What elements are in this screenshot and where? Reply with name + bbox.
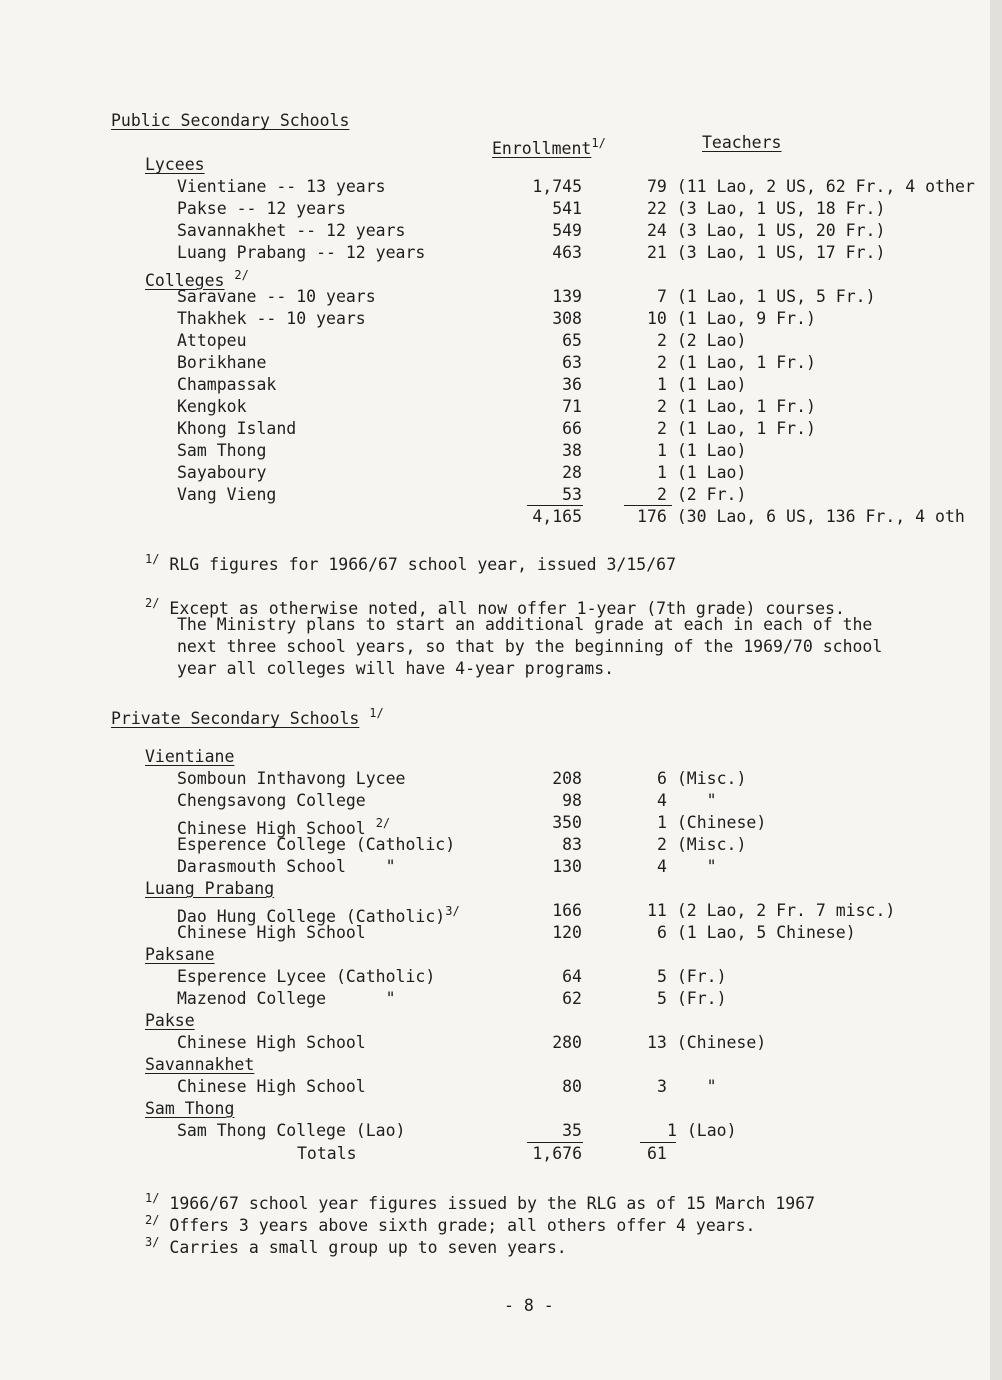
table-row-name: Chinese High School	[177, 1077, 366, 1096]
table-row-enrollment: 139	[552, 287, 582, 306]
table-row-teachers: 5 (Fr.)	[657, 967, 727, 986]
footnote-2: $^{2/}$ Except as otherwise noted, all now offer 1-year (7th grade) courses.	[145, 596, 845, 618]
table-row-name: Dao Hung College (Catholic)$^{3/}$	[177, 904, 460, 926]
table-row-teachers: 11 (2 Lao, 2 Fr. 7 misc.)	[647, 901, 896, 920]
table-row-teachers: 3 "	[657, 1077, 717, 1096]
table-row-teachers: 22 (3 Lao, 1 US, 18 Fr.)	[647, 199, 886, 218]
table-row-teachers: 1 (1 Lao)	[657, 375, 747, 394]
enrollment-column-header: Enrollment$^{1/}$	[492, 136, 606, 158]
table-row-teachers: 2 (1 Lao, 1 Fr.)	[657, 419, 816, 438]
table-row-teachers: 10 (1 Lao, 9 Fr.)	[647, 309, 816, 328]
footnote-3: $^{3/}$ Carries a small group up to seven years.	[145, 1235, 567, 1257]
table-row-name: Borikhane	[177, 353, 267, 372]
table-row-name: Darasmouth School "	[177, 857, 396, 876]
table-row-teachers: 13 (Chinese)	[647, 1033, 767, 1052]
table-row-enrollment: 65	[562, 331, 582, 350]
table-row-enrollment: 35	[562, 1121, 582, 1140]
table-row-name: Pakse -- 12 years	[177, 199, 346, 218]
table-row-name: Luang Prabang -- 12 years	[177, 243, 426, 262]
public-total-teachers: 176 (30 Lao, 6 US, 136 Fr., 4 oth	[637, 507, 965, 526]
table-row-enrollment: 71	[562, 397, 582, 416]
colleges-group-label: Colleges $^{2/}$	[145, 268, 249, 290]
table-row-teachers: 7 (1 Lao, 1 US, 5 Fr.)	[657, 287, 876, 306]
teachers-column-header: Teachers	[702, 133, 782, 152]
table-row-name: Esperence College (Catholic)	[177, 835, 456, 854]
table-row-name: Saravane -- 10 years	[177, 287, 376, 306]
table-row-name: Champassak	[177, 375, 277, 394]
table-row-teachers: 24 (3 Lao, 1 US, 20 Fr.)	[647, 221, 886, 240]
table-row-enrollment: 208	[552, 769, 582, 788]
private-schools-heading: Private Secondary Schools $^{1/}$	[111, 706, 384, 728]
private-total-teachers: 61	[647, 1144, 667, 1163]
table-row-enrollment: 166	[552, 901, 582, 920]
table-row-name: Chinese High School $^{2/}$	[177, 816, 391, 838]
location-label: Luang Prabang	[145, 879, 275, 898]
table-row-teachers: 2 (2 Fr.)	[657, 485, 747, 504]
table-row-name: Vang Vieng	[177, 485, 277, 504]
footnote-1: $^{1/}$ RLG figures for 1966/67 school year, issued 3/15/67	[145, 552, 677, 574]
table-row-teachers: 2 (1 Lao, 1 Fr.)	[657, 397, 816, 416]
table-row-teachers: 6 (Misc.)	[657, 769, 747, 788]
table-row-enrollment: 80	[562, 1077, 582, 1096]
table-row-teachers: 2 (Misc.)	[657, 835, 747, 854]
table-row-name: Kengkok	[177, 397, 247, 416]
lycees-group-label: Lycees	[145, 155, 205, 174]
table-row-teachers: 79 (11 Lao, 2 US, 62 Fr., 4 other	[647, 177, 975, 196]
table-row-name: Somboun Inthavong Lycee	[177, 769, 406, 788]
footnote-2-line: year all colleges will have 4-year programs.	[177, 659, 615, 678]
table-row-name: Chinese High School	[177, 1033, 366, 1052]
table-row-enrollment: 120	[552, 923, 582, 942]
table-row-enrollment: 64	[562, 967, 582, 986]
table-row-teachers: 4 "	[657, 857, 717, 876]
totals-label: Totals	[297, 1144, 357, 1163]
table-row-enrollment: 130	[552, 857, 582, 876]
location-label: Savannakhet	[145, 1055, 255, 1074]
table-row-teachers: 4 "	[657, 791, 717, 810]
table-row-teachers: 6 (1 Lao, 5 Chinese)	[657, 923, 856, 942]
table-row-enrollment: 36	[562, 375, 582, 394]
page-number: - 8 -	[504, 1296, 554, 1315]
table-row-teachers: 5 (Fr.)	[657, 989, 727, 1008]
table-row-name: Mazenod College "	[177, 989, 396, 1008]
table-row-enrollment: 98	[562, 791, 582, 810]
table-row-teachers: 21 (3 Lao, 1 US, 17 Fr.)	[647, 243, 886, 262]
location-label: Vientiane	[145, 747, 235, 766]
table-row-enrollment: 1,745	[532, 177, 582, 196]
table-row-teachers: 2 (1 Lao, 1 Fr.)	[657, 353, 816, 372]
table-row-enrollment: 541	[552, 199, 582, 218]
table-row-teachers: 1 (1 Lao)	[657, 441, 747, 460]
table-row-name: Sam Thong	[177, 441, 267, 460]
table-row-teachers: 1 (Chinese)	[657, 813, 767, 832]
table-row-name: Chengsavong College	[177, 791, 366, 810]
table-row-name: Chinese High School	[177, 923, 366, 942]
table-row-name: Esperence Lycee (Catholic)	[177, 967, 436, 986]
table-row-teachers: 1 (1 Lao)	[657, 463, 747, 482]
table-row-enrollment: 28	[562, 463, 582, 482]
location-label: Sam Thong	[145, 1099, 235, 1118]
location-label: Paksane	[145, 945, 215, 964]
private-total-enrollment: 1,676	[532, 1144, 582, 1163]
table-row-name: Savannakhet -- 12 years	[177, 221, 406, 240]
table-row-enrollment: 549	[552, 221, 582, 240]
table-row-enrollment: 463	[552, 243, 582, 262]
table-row-enrollment: 308	[552, 309, 582, 328]
table-row-enrollment: 38	[562, 441, 582, 460]
table-row-teachers: 1 (Lao)	[667, 1121, 737, 1140]
footnote-2-line: next three school years, so that by the beginning of the 1969/70 school	[177, 637, 883, 656]
table-row-name: Attopeu	[177, 331, 247, 350]
table-row-name: Sam Thong College (Lao)	[177, 1121, 406, 1140]
public-total-enrollment: 4,165	[532, 507, 582, 526]
table-row-enrollment: 350	[552, 813, 582, 832]
table-row-name: Sayaboury	[177, 463, 267, 482]
footnote-2-line: The Ministry plans to start an additional grade at each in each of the	[177, 615, 873, 634]
table-row-name: Thakhek -- 10 years	[177, 309, 366, 328]
footnote-2: $^{2/}$ Offers 3 years above sixth grade; all others offer 4 years.	[145, 1213, 756, 1235]
table-row-enrollment: 62	[562, 989, 582, 1008]
table-row-teachers: 2 (2 Lao)	[657, 331, 747, 350]
public-schools-heading: Public Secondary Schools	[111, 111, 350, 130]
table-row-enrollment: 63	[562, 353, 582, 372]
table-row-name: Vientiane -- 13 years	[177, 177, 386, 196]
table-row-enrollment: 66	[562, 419, 582, 438]
footnote-1: $^{1/}$ 1966/67 school year figures issued by the RLG as of 15 March 1967	[145, 1191, 816, 1213]
table-row-name: Khong Island	[177, 419, 297, 438]
table-row-enrollment: 83	[562, 835, 582, 854]
table-row-enrollment: 280	[552, 1033, 582, 1052]
page-edge	[990, 0, 1002, 1380]
location-label: Pakse	[145, 1011, 195, 1030]
table-row-enrollment: 53	[562, 485, 582, 504]
